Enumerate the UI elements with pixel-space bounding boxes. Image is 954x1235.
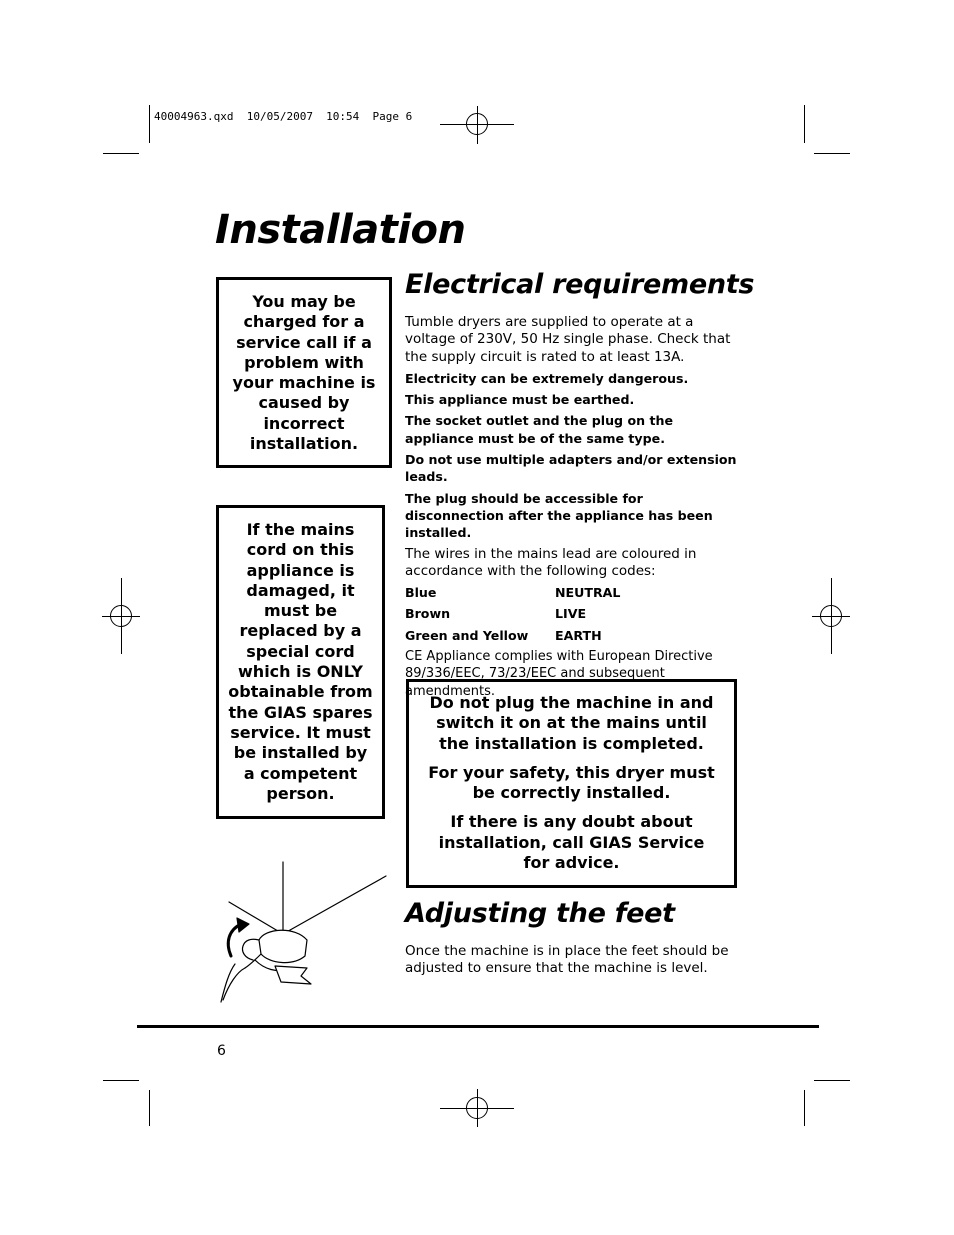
safety-call-service: If there is any doubt about installation, call GIAS Service for advice.: [438, 812, 705, 873]
warning-dangerous: Electricity can be extremely dangerous.: [405, 370, 689, 386]
footer-rule: [137, 1025, 819, 1028]
adjusting-feet-body: [405, 943, 740, 982]
safety-correct-install: For your safety, this dryer must be correctly installed.: [428, 762, 715, 803]
crop-mark: [103, 1080, 139, 1081]
wire-colour: Brown: [405, 606, 451, 622]
crop-mark: [814, 153, 850, 154]
wire-function: NEUTRAL: [555, 585, 621, 601]
adjusting-foot-illustration: [215, 860, 390, 1010]
adjusting-feet-text: Once the machine is in place the feet should be adjusted to ensure that the machine is level.: [405, 943, 729, 977]
wire-colour: Blue: [405, 585, 437, 601]
mains-cord-notice: [216, 505, 385, 819]
page-title: Installation: [215, 207, 466, 253]
wire-code-row: [405, 627, 740, 644]
wire-function: LIVE: [555, 606, 587, 622]
crop-mark: [103, 153, 139, 154]
mains-cord-text: If the mains cord on this appliance is damaged, it must be replaced by a special cord which is ONLY obtainable from the GIAS spares service. It must be installed by a competent person.: [228, 520, 373, 803]
crop-mark: [814, 1080, 850, 1081]
electrical-requirements-heading: Electrical requirements: [405, 269, 755, 300]
warning-adapters: Do not use multiple adapters and/or extension leads.: [405, 452, 737, 485]
page-number: 6: [217, 1043, 226, 1059]
crop-mark: [149, 1090, 150, 1126]
crop-mark: [149, 105, 150, 143]
wire-code-row: [405, 605, 740, 622]
safety-notice: [406, 679, 737, 888]
crop-mark: [804, 1090, 805, 1126]
service-call-notice: [216, 277, 392, 468]
safety-plug-in: Do not plug the machine in and switch it on at the mains until the installation is completed.: [429, 693, 714, 753]
warning-plug-accessible: The plug should be accessible for disconnection after the appliance has been installed.: [405, 490, 713, 541]
electrical-requirements-body: [405, 314, 740, 704]
wire-code-row: [405, 584, 740, 601]
crop-mark: [804, 105, 805, 143]
ce-compliance: CE Appliance complies with European Directive 89/336/EEC, 73/23/EEC and subsequent amendments.: [405, 649, 713, 699]
warning-earthed: This appliance must be earthed.: [405, 392, 635, 408]
adjusting-feet-heading: Adjusting the feet: [405, 898, 675, 929]
electrical-intro: Tumble dryers are supplied to operate at a voltage of 230V, 50 Hz single phase. Check that the supply circuit is rated to at least 13A.: [405, 314, 731, 365]
wire-function: EARTH: [555, 627, 602, 643]
wires-intro: The wires in the mains lead are coloured in accordance with the following codes:: [405, 545, 697, 579]
warning-socket-type: The socket outlet and the plug on the appliance must be of the same type.: [405, 413, 673, 446]
service-call-text: You may be charged for a service call if a problem with your machine is caused by incorrect installation.: [232, 292, 376, 454]
print-slug: 40004963.qxd 10/05/2007 10:54 Page 6: [154, 110, 413, 123]
wire-colour: Green and Yellow: [405, 627, 529, 643]
